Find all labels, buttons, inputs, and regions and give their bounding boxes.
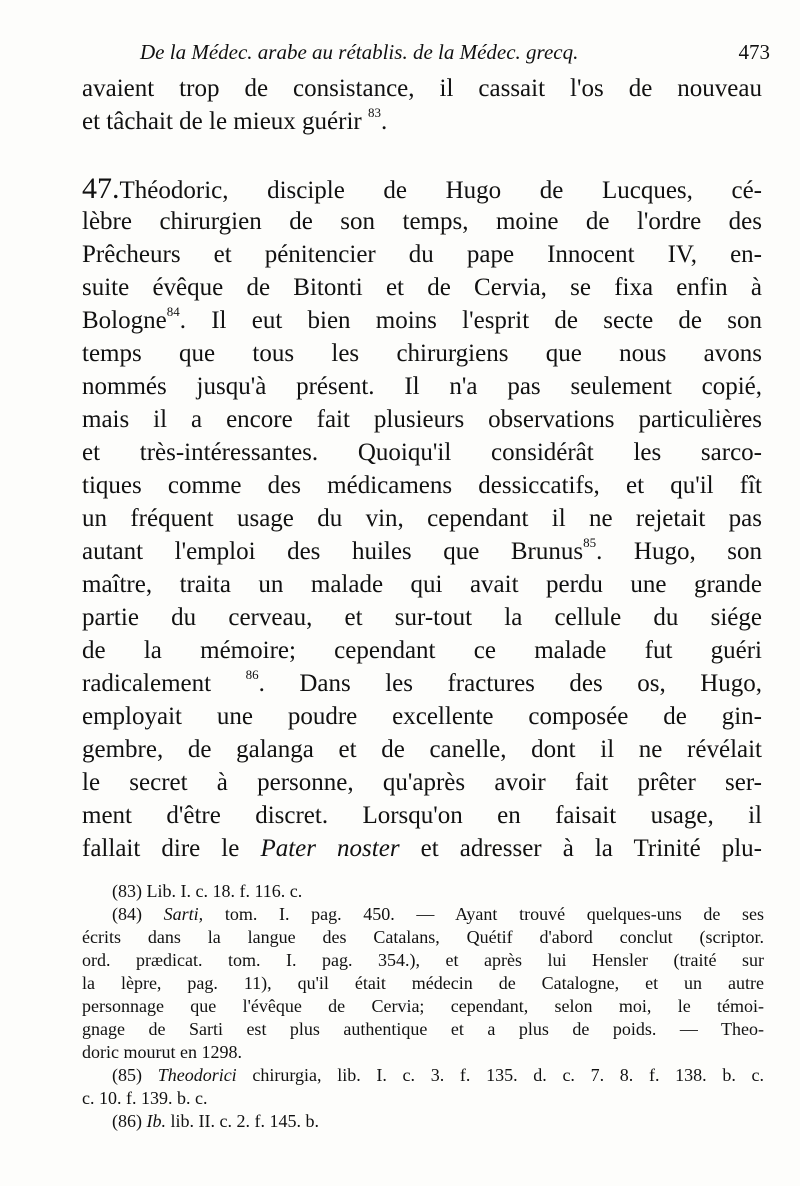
text-line: partie du cerveau, et sur-tout la cellule du siége <box>82 604 762 631</box>
footnote-85: (85) Theodorici chirurgia, lib. I. c. 3. f. 135. d. c. 7. 8. f. 138. b. c. <box>112 1065 764 1085</box>
running-header <box>140 40 770 70</box>
footnote-author: Theodorici <box>157 1065 237 1085</box>
text-line: tiques comme des médicamens dessiccatifs, et qu'il fît <box>82 472 762 499</box>
footnote-line: ord. prædicat. tom. I. pag. 354.), et après lui Hensler (traité sur <box>82 950 764 970</box>
footnote-ref: 84 <box>166 304 180 319</box>
text-line: avaient trop de consistance, il cassait l'os de nouveau <box>82 75 762 102</box>
text-line: un fréquent usage du vin, cependant il ne rejetait pas <box>82 505 762 532</box>
text-line: suite évêque de Bitonti et de Cervia, se fixa enfin à <box>82 274 762 301</box>
text-line: Bologne$^{84}$. Il eut bien moins l'esprit de secte de son <box>82 304 762 334</box>
text-line: radicalement $^{86}$. Dans les fractures des os, Hugo, <box>82 667 763 697</box>
text-line: maître, traita un malade qui avait perdu une grande <box>82 571 762 598</box>
footnote-author: Ib. <box>146 1111 166 1131</box>
text-line: lèbre chirurgien de son temps, moine de l'ordre des <box>82 208 762 235</box>
footnote-86: (86) Ib. lib. II. c. 2. f. 145. b. <box>112 1111 319 1131</box>
text-line: fallait dire le Pater noster et adresser à la Trinité plu- <box>82 835 763 862</box>
main-text <box>82 72 762 865</box>
text-line: le secret à personne, qu'après avoir fait prêter ser- <box>82 769 762 796</box>
paragraph-gap <box>82 138 762 172</box>
text-line: temps que tous les chirurgiens que nous avons <box>82 340 762 367</box>
footnote-line: c. 10. f. 139. b. c. <box>82 1088 208 1108</box>
text-line: nommés jusqu'à présent. Il n'a pas seulement copié, <box>82 373 762 400</box>
text-line: ment d'être discret. Lorsqu'on en faisait usage, il <box>82 802 762 829</box>
page-number: 473 <box>738 40 770 64</box>
footnote-line: personnage que l'évêque de Cervia; cependant, selon moi, le témoi- <box>82 996 764 1016</box>
footnotes <box>82 880 764 1133</box>
footnote-ref: 85 <box>583 535 597 550</box>
footnote-84: (84) Sarti, tom. I. pag. 450. — Ayant trouvé quelques-uns de ses <box>112 904 764 924</box>
footnote-line: doric mourut en 1298. <box>82 1042 242 1062</box>
footnote-line: gnage de Sarti est plus authentique et a plus de poids. — Theo- <box>82 1019 764 1039</box>
footnote-line: la lèpre, pag. 11), qu'il était médecin de Catalogne, et un autre <box>82 973 764 993</box>
text-line: employait une poudre excellente composée de gin- <box>82 703 762 730</box>
footnote-83: (83) Lib. I. c. 18. f. 116. c. <box>112 881 303 901</box>
footnote-ref: 86 <box>245 667 259 682</box>
text-line: et très-intéressantes. Quoiqu'il considérât les sarco- <box>82 439 762 466</box>
footnote-line: écrits dans la langue des Catalans, Quétif d'abord conclut (scriptor. <box>82 927 764 947</box>
paragraph-number: 47. <box>82 172 120 205</box>
latin-prayer: Pater noster <box>260 835 400 862</box>
running-title: De la Médec. arabe au rétablis. de la Médec. grecq. <box>140 40 579 64</box>
text-line: mais il a encore fait plusieurs observations particulières <box>82 406 762 433</box>
text-line: autant l'emploi des huiles que Brunus$^{85}$. Hugo, son <box>82 535 762 565</box>
text-line: 47.Théodoric, disciple de Hugo de Lucques, cé- <box>82 172 762 205</box>
footnote-ref: 83 <box>368 105 381 120</box>
text-line: de la mémoire; cependant ce malade fut guéri <box>82 637 762 664</box>
text-line: et tâchait de le mieux guérir $^{83}$. <box>82 105 388 135</box>
text-line: gembre, de galanga et de canelle, dont il ne révélait <box>82 736 762 763</box>
text-line: Prêcheurs et pénitencier du pape Innocent IV, en- <box>82 241 762 268</box>
footnote-author: Sarti, <box>163 904 204 924</box>
